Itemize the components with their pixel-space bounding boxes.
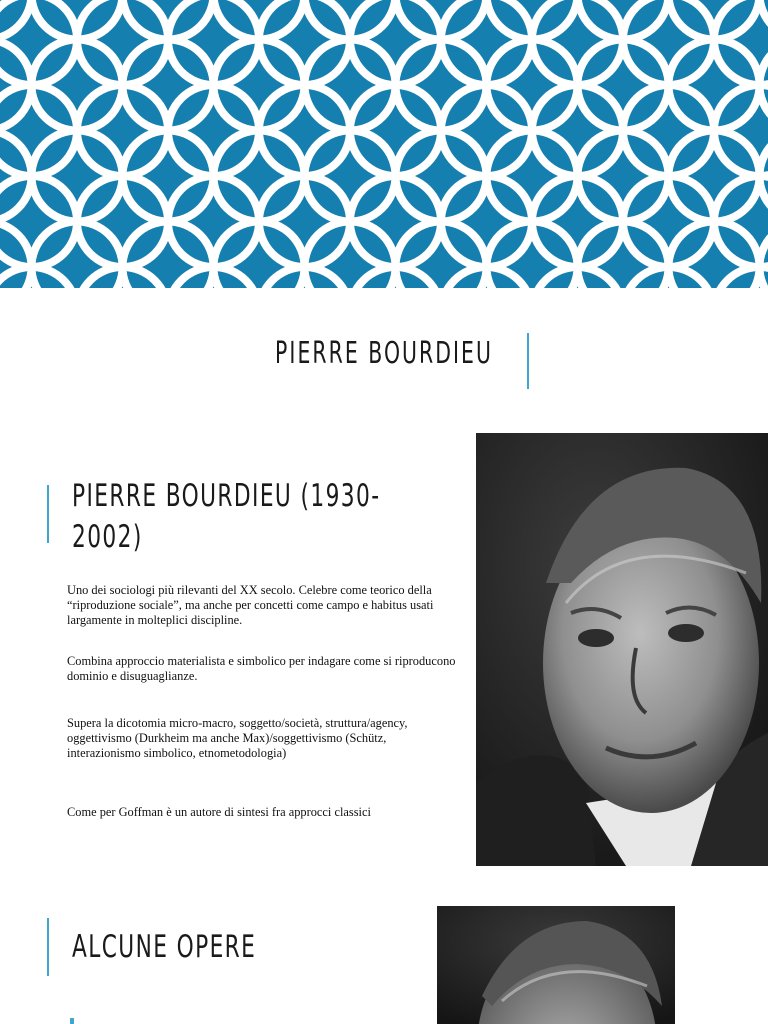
paragraph-3: Supera la dicotomia micro-macro, soggetto/società, struttura/agency, oggettivismo (Durkheim ma anche Max)/soggettivismo (Schütz, interazionismo simbolico, etnometodologia)	[67, 716, 408, 760]
slide-heading	[72, 476, 380, 558]
title-accent-rule	[527, 333, 529, 389]
heading-accent-rule	[47, 918, 49, 976]
portrait-photo	[437, 906, 675, 1024]
slide-heading: ALCUNE OPERE	[72, 929, 257, 965]
heading-accent-rule	[47, 485, 49, 543]
decorative-pattern-band	[0, 0, 768, 288]
portrait-illustration	[437, 906, 675, 1024]
heading-line-2: 2002)	[72, 519, 143, 555]
bullet-accent-mark	[70, 1018, 74, 1024]
heading-line-1: PIERRE BOURDIEU (1930-	[72, 478, 381, 514]
works-slide	[0, 890, 768, 1024]
portrait-photo	[476, 433, 768, 866]
paragraph-4: Come per Goffman è un autore di sintesi fra approcci classici	[67, 805, 371, 819]
title-slide	[0, 0, 768, 415]
circle-lattice-pattern	[0, 0, 768, 288]
presentation-title: PIERRE BOURDIEU	[275, 336, 493, 371]
biography-slide	[0, 415, 768, 890]
portrait-illustration	[476, 433, 768, 866]
paragraph-1: Uno dei sociologi più rilevanti del XX secolo. Celebre come teorico della “riproduzione sociale”, ma anche per concetti come campo e habitus usati largamente in molteplici discipline.	[67, 583, 434, 627]
paragraph-2: Combina approccio materialista e simbolico per indagare come si riproducono dominio e disuguaglianze.	[67, 654, 456, 683]
